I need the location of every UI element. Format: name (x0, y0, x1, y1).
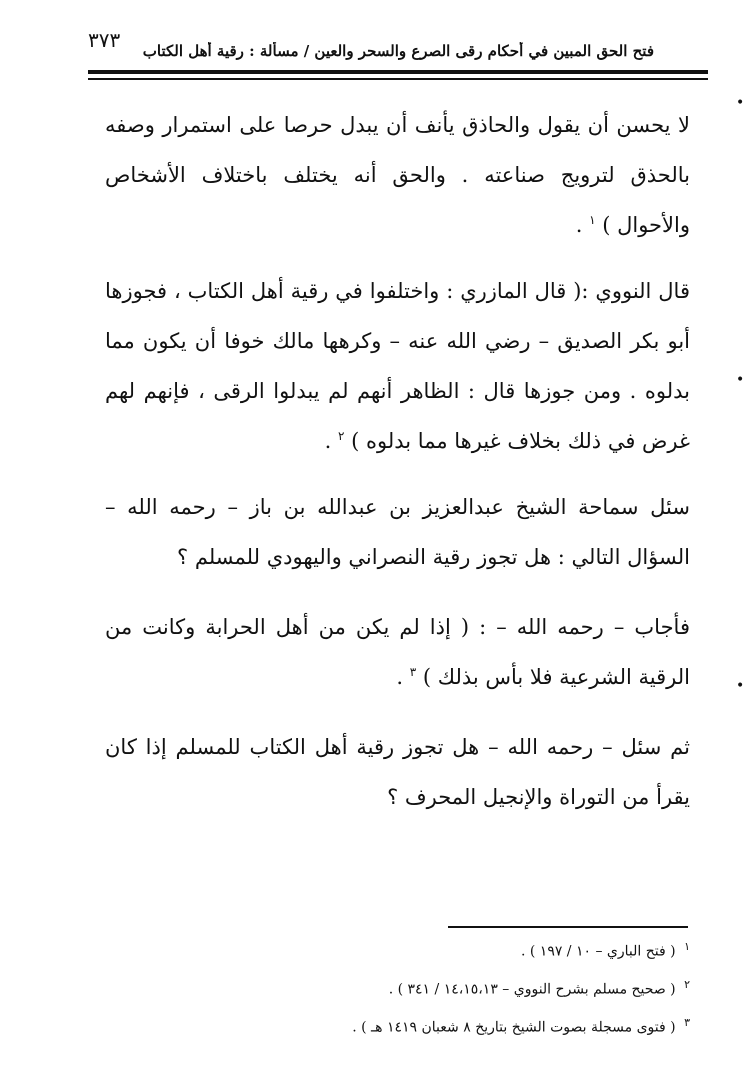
page-number: ٣٧٣ (88, 28, 121, 52)
footnote-2 (389, 978, 690, 998)
paragraph-text: سئل سماحة الشيخ عبدالعزيز بن عبدالله بن باز – رحمه الله – السؤال التالي : هل تجوز رقية النصراني واليهودي للمسلم ؟ (105, 495, 690, 569)
margin-mark: • (736, 95, 745, 111)
paragraph-text: لا يحسن أن يقول والحاذق يأنف أن يبدل حرصا على استمرار وصفه بالحذق لترويج صناعته . والحق أنه يختلف باختلاف الأشخاص والأحوال ) (105, 113, 690, 237)
paragraph-4 (105, 602, 690, 702)
footnote-number: ٢ (684, 978, 690, 991)
footnote-text: ( فتح الباري – ١٠ / ١٩٧ ) . (520, 943, 676, 960)
header-rule-thick (88, 70, 708, 74)
footnote-separator (448, 926, 688, 928)
footnote-1 (521, 940, 690, 960)
running-head: فتح الحق المبين في أحكام رقى الصرع والسحر والعين / مسألة : رقية أهل الكتاب (142, 42, 654, 60)
footnote-reference[interactable]: ٢ (338, 429, 345, 443)
paragraph-5 (105, 722, 690, 822)
paragraph-ending: . (575, 213, 583, 237)
footnote-reference[interactable]: ٣ (409, 665, 417, 679)
paragraph-ending: . (396, 665, 404, 689)
margin-mark: • (736, 678, 745, 694)
paragraph-2 (105, 266, 690, 466)
footnote-number: ٣ (684, 1016, 690, 1029)
footnote-text: ( فتوى مسجلة بصوت الشيخ بتاريخ ٨ شعبان ١٤١٩ هـ ) . (352, 1019, 676, 1036)
footnote-number: ١ (684, 940, 690, 953)
paragraph-text: قال النووي :( قال المازري : واختلفوا في رقية أهل الكتاب ، فجوزها أبو بكر الصديق – رضي الله عنه – وكرهها مالك خوفا أن يكون مما بدلوه . ومن جوزها قال : الظاهر أنهم لم يبدلوا الرقى ، فإنهم لهم غرض في ذلك بخلاف غيرها مما بدلوه ) (105, 279, 690, 453)
paragraph-1 (105, 100, 690, 250)
paragraph-text: ثم سئل – رحمه الله – هل تجوز رقية أهل الكتاب للمسلم إذا كان يقرأ من التوراة والإنجيل المحرف ؟ (105, 735, 690, 809)
paragraph-ending: . (324, 429, 332, 453)
footnote-3 (352, 1016, 690, 1036)
footnote-reference[interactable]: ١ (589, 213, 596, 227)
header-rule-thin (88, 78, 708, 80)
paragraph-3 (105, 482, 690, 582)
margin-mark: • (736, 372, 745, 388)
paragraph-text: فأجاب – رحمه الله – : ( إذا لم يكن من أهل الحرابة وكانت من الرقية الشرعية فلا بأس بذلك ) (105, 615, 690, 689)
footnote-text: ( صحيح مسلم بشرح النووي – ١٤،١٥،١٣ / ٣٤١ ) . (388, 981, 676, 998)
